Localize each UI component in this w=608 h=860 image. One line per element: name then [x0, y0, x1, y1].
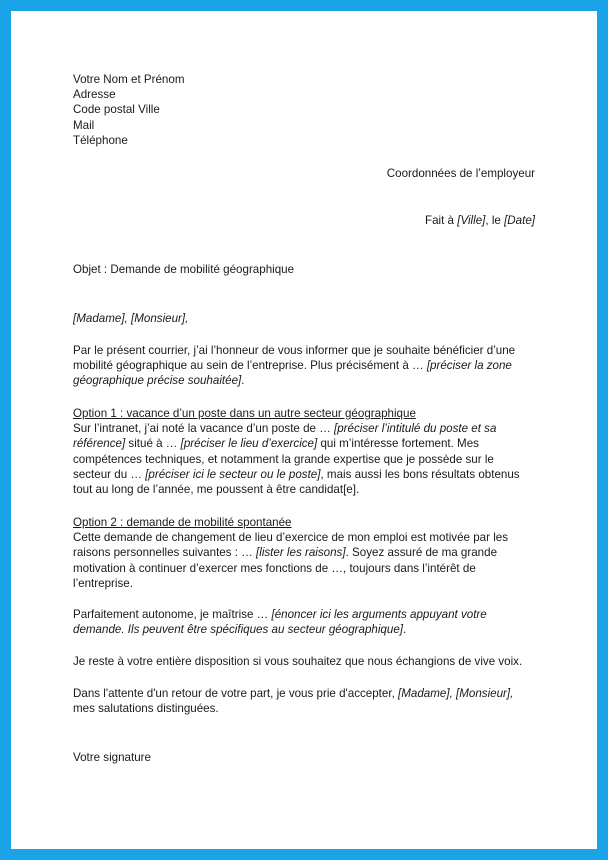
- intro-paragraph: [73, 343, 535, 389]
- employer-details: Coordonnées de l’employeur: [386, 167, 535, 180]
- sender-name: Votre Nom et Prénom: [73, 73, 185, 86]
- option2-placeholder-1: [lister les raisons]: [256, 546, 346, 560]
- option1-placeholder-1: [préciser l’intitulé du poste et sa référence]: [73, 422, 497, 451]
- sender-phone: Téléphone: [73, 133, 128, 147]
- closing-paragraph: [73, 686, 535, 716]
- option1-paragraph: [73, 421, 535, 497]
- place-date-prefix: Fait à: [425, 214, 458, 227]
- closing-text-2: mes salutations distinguées.: [73, 702, 219, 716]
- intro-text: Par le présent courrier, j’ai l’honneur de vous informer que je souhaite bénéficier d’une mobilité géographique au sein de l’entreprise. Plus précisément à …: [73, 344, 516, 373]
- city-placeholder: [Ville]: [457, 214, 486, 227]
- availability-paragraph: Je reste à votre entière disposition si vous souhaitez que nous échangions de vive voix.: [73, 655, 523, 668]
- option1-text-2: situé à …: [125, 437, 181, 451]
- closing-text-1: Dans l'attente d'un retour de votre part, je vous prie d'accepter,: [73, 687, 399, 700]
- salutation: [73, 311, 535, 326]
- sender-block: [73, 72, 535, 148]
- autonomy-placeholder: [énoncer ici les arguments appuyant votre demande. Ils peuvent être spécifiques au secteur géographique]: [73, 608, 487, 637]
- place-date-middle: , le: [485, 214, 505, 227]
- subject-line: Objet : Demande de mobilité géographique: [73, 263, 295, 276]
- closing-placeholder: [Madame], [Monsieur],: [398, 687, 514, 700]
- option1-text-4: , mais aussi les bons résultats obtenus tout au long de l’année, me poussent à être candidat[e].: [73, 467, 520, 497]
- sender-address: Adresse: [73, 88, 116, 102]
- option1-text-1: Sur l’intranet, j’ai noté la vacance d’un poste de …: [73, 422, 335, 436]
- sender-mail: Mail: [73, 118, 95, 132]
- option1-placeholder-2: [préciser le lieu d’exercice]: [180, 437, 318, 451]
- salutation-text: [Madame], [Monsieur],: [73, 312, 189, 325]
- option2-paragraph: [73, 530, 535, 591]
- option2-text-1: Cette demande de changement de lieu d’exercice de mon emploi est motivée par les raisons personnelles suivantes : …: [73, 531, 509, 560]
- autonomy-end: .: [403, 623, 407, 637]
- option1-placeholder-3: [préciser ici le secteur ou le poste]: [145, 467, 321, 481]
- option2-section: [73, 515, 535, 591]
- autonomy-text: Parfaitement autonome, je maîtrise …: [73, 608, 272, 621]
- place-date: [73, 213, 535, 228]
- option1-text-3: qui m’intéresse fortement. Mes compétences techniques, et notamment la grande expertise que je possède sur le secteur du …: [73, 437, 494, 481]
- option2-text-2: . Soyez assuré de ma grande motivation à continuer d’exercer mes fonctions de …, toujours dans l’intérêt de l’entreprise.: [73, 546, 498, 590]
- signature: Votre signature: [73, 751, 151, 764]
- date-placeholder: [Date]: [504, 214, 535, 227]
- intro-placeholder: [préciser la zone géographique précise souhaitée]: [73, 359, 512, 388]
- option1-section: [73, 406, 535, 497]
- intro-end: .: [241, 374, 245, 388]
- option1-heading: Option 1 : vacance d’un poste dans un autre secteur géographique: [73, 407, 416, 420]
- option2-heading: Option 2 : demande de mobilité spontanée: [73, 516, 292, 529]
- autonomy-paragraph: [73, 607, 535, 637]
- sender-postal-city: Code postal Ville: [73, 103, 160, 117]
